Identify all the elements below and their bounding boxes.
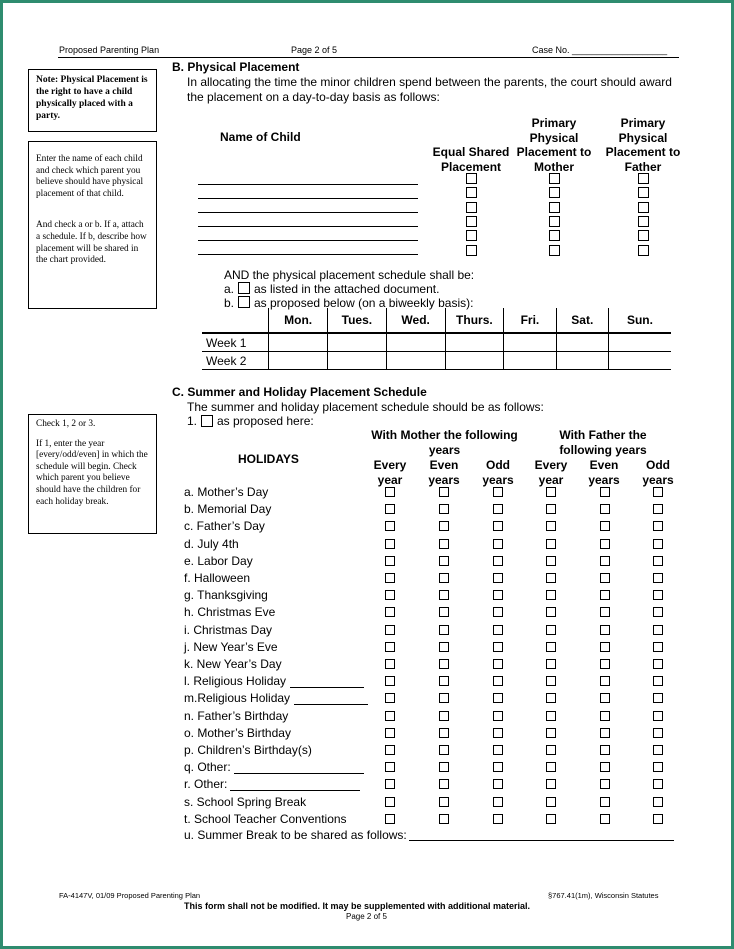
holiday-row-label: [184, 777, 360, 791]
holiday-year-checkbox[interactable]: [546, 573, 556, 583]
header-case-number: Case No. ___________________: [532, 45, 668, 55]
holiday-year-checkbox[interactable]: [493, 762, 503, 772]
holiday-year-checkbox[interactable]: [546, 745, 556, 755]
equal-shared-checkbox[interactable]: [466, 173, 477, 184]
col-equal-shared: Equal Shared Placement: [432, 145, 510, 174]
holiday-year-checkbox[interactable]: [439, 573, 449, 583]
holiday-row-label: [184, 485, 268, 499]
footer-notice: This form shall not be modified. It may be supplemented with additional material.: [184, 901, 531, 911]
holiday-year-checkbox[interactable]: [600, 487, 610, 497]
holiday-year-checkbox[interactable]: [546, 762, 556, 772]
schedule-cell[interactable]: [328, 352, 387, 370]
holiday-year-checkbox[interactable]: [493, 607, 503, 617]
equal-shared-checkbox[interactable]: [466, 187, 477, 198]
holiday-year-checkbox[interactable]: [600, 659, 610, 669]
holiday-year-checkbox[interactable]: [493, 711, 503, 721]
holiday-year-checkbox[interactable]: [439, 693, 449, 703]
holiday-year-checkbox[interactable]: [493, 573, 503, 583]
holiday-year-checkbox[interactable]: [546, 590, 556, 600]
holiday-row-label: [184, 588, 268, 602]
holiday-year-checkbox[interactable]: [439, 797, 449, 807]
holiday-year-checkbox[interactable]: [600, 797, 610, 807]
holiday-row-label: [184, 760, 364, 774]
holiday-year-checkbox[interactable]: [439, 642, 449, 652]
holiday-year-checkbox[interactable]: [439, 504, 449, 514]
option-1-number: 1.: [187, 414, 198, 428]
holiday-year-checkbox[interactable]: [653, 556, 663, 566]
col-primary-father: Primary Physical Placement to Father: [605, 116, 681, 174]
footer-page-number: Page 2 of 5: [346, 912, 387, 921]
holiday-year-checkbox[interactable]: [600, 504, 610, 514]
sub-odd-years-mother: Odd years: [482, 458, 514, 487]
footer-statute: §767.41(1m), Wisconsin Statutes: [548, 891, 659, 900]
holiday-year-checkbox[interactable]: [546, 487, 556, 497]
holiday-year-checkbox[interactable]: [600, 590, 610, 600]
note-physical-placement-text: Note: Physical Placement is the right to have a child physically placed with a party.: [36, 75, 148, 121]
holiday-year-checkbox[interactable]: [385, 625, 395, 635]
holiday-year-checkbox[interactable]: [600, 762, 610, 772]
child-name-line[interactable]: [198, 226, 418, 227]
holiday-year-checkbox[interactable]: [439, 728, 449, 738]
holiday-year-checkbox[interactable]: [546, 607, 556, 617]
holiday-name: d. July 4th: [184, 536, 239, 551]
equal-shared-checkbox[interactable]: [466, 216, 477, 227]
holiday-year-checkbox[interactable]: [653, 693, 663, 703]
holiday-year-checkbox[interactable]: [385, 556, 395, 566]
holiday-row-label: [184, 691, 368, 705]
day-header: Wed.: [386, 308, 445, 333]
father-placement-checkbox[interactable]: [638, 245, 649, 256]
holiday-name: p. Children’s Birthday(s): [184, 743, 312, 757]
holiday-year-checkbox[interactable]: [439, 487, 449, 497]
holiday-year-checkbox[interactable]: [653, 521, 663, 531]
holiday-year-checkbox[interactable]: [493, 521, 503, 531]
holiday-fill-line[interactable]: [230, 779, 360, 791]
holiday-year-checkbox[interactable]: [385, 745, 395, 755]
holiday-row-label: [184, 605, 275, 619]
holiday-name: t. School Teacher Conventions: [184, 811, 347, 826]
schedule-cell[interactable]: [556, 352, 608, 370]
day-header: Sat.: [556, 308, 608, 333]
holiday-year-checkbox[interactable]: [600, 625, 610, 635]
holiday-year-checkbox[interactable]: [493, 539, 503, 549]
holiday-year-checkbox[interactable]: [385, 642, 395, 652]
holiday-year-checkbox[interactable]: [546, 659, 556, 669]
holiday-name: e. Labor Day: [184, 553, 253, 568]
option-a-checkbox[interactable]: [238, 282, 250, 294]
holiday-year-checkbox[interactable]: [439, 521, 449, 531]
holiday-year-checkbox[interactable]: [439, 659, 449, 669]
holiday-year-checkbox[interactable]: [546, 556, 556, 566]
holiday-row-label: [184, 537, 239, 551]
col-primary-mother: Primary Physical Placement to Mother: [516, 116, 592, 174]
holiday-year-checkbox[interactable]: [439, 590, 449, 600]
option-b-label: as proposed below (on a biweekly basis):: [254, 296, 474, 310]
biweekly-schedule-table: [202, 308, 671, 370]
schedule-cell[interactable]: [504, 333, 556, 352]
mother-placement-checkbox[interactable]: [549, 187, 560, 198]
holiday-row-label: [184, 519, 265, 533]
option-a-letter: a.: [224, 282, 235, 296]
holiday-year-checkbox[interactable]: [546, 625, 556, 635]
holiday-year-checkbox[interactable]: [600, 607, 610, 617]
holiday-year-checkbox[interactable]: [546, 711, 556, 721]
note-check-a-or-b-text: And check a or b. If a, attach a schedule. If b, describe how placement will be shared in the chart provided.: [36, 220, 147, 266]
holiday-year-checkbox[interactable]: [546, 728, 556, 738]
sub-every-year-mother: Every year: [373, 458, 407, 487]
holiday-year-checkbox[interactable]: [385, 693, 395, 703]
holiday-year-checkbox[interactable]: [600, 676, 610, 686]
sub-every-year-father: Every year: [534, 458, 568, 487]
schedule-cell[interactable]: [269, 352, 328, 370]
table-corner: [202, 308, 269, 333]
schedule-cell[interactable]: [269, 333, 328, 352]
holiday-year-checkbox[interactable]: [653, 539, 663, 549]
holiday-name: i. Christmas Day: [184, 622, 273, 637]
holiday-year-checkbox[interactable]: [600, 693, 610, 703]
holiday-row-label: [184, 795, 306, 809]
holiday-year-checkbox[interactable]: [493, 504, 503, 514]
section-c-title: C. Summer and Holiday Placement Schedule: [172, 385, 427, 399]
summer-break-line[interactable]: [409, 840, 674, 841]
holiday-year-checkbox[interactable]: [546, 521, 556, 531]
col-name-of-child: Name of Child: [220, 130, 301, 144]
schedule-intro: AND the physical placement schedule shall be:: [224, 268, 475, 282]
holiday-year-checkbox[interactable]: [600, 642, 610, 652]
holiday-year-checkbox[interactable]: [600, 573, 610, 583]
mother-placement-checkbox[interactable]: [549, 230, 560, 241]
holiday-fill-line[interactable]: [294, 693, 368, 705]
section-b-title: B. Physical Placement: [172, 60, 300, 74]
holiday-year-checkbox[interactable]: [385, 711, 395, 721]
note-physical-placement: [28, 69, 157, 132]
note-year-instructions-text: If 1, enter the year [every/odd/even] in which the schedule will begin. Check which parent you believe should have the children for each holiday break.: [36, 438, 148, 507]
holiday-year-checkbox[interactable]: [439, 539, 449, 549]
day-header: Fri.: [504, 308, 556, 333]
holiday-year-checkbox[interactable]: [385, 728, 395, 738]
holiday-year-checkbox[interactable]: [439, 711, 449, 721]
footer-form-id: FA-4147V, 01/09 Proposed Parenting Plan: [59, 891, 201, 900]
holiday-year-checkbox[interactable]: [439, 779, 449, 789]
holidays-header: HOLIDAYS: [238, 452, 299, 466]
holiday-row-label: [184, 743, 312, 757]
child-name-line[interactable]: [198, 184, 418, 185]
equal-shared-checkbox[interactable]: [466, 230, 477, 241]
holiday-year-checkbox[interactable]: [493, 487, 503, 497]
father-placement-checkbox[interactable]: [638, 202, 649, 213]
equal-shared-checkbox[interactable]: [466, 202, 477, 213]
day-header: Thurs.: [445, 308, 504, 333]
holiday-row-label: [184, 554, 253, 568]
equal-shared-checkbox[interactable]: [466, 245, 477, 256]
holiday-year-checkbox[interactable]: [493, 642, 503, 652]
section-c-intro: The summer and holiday placement schedule should be as follows:: [187, 400, 544, 414]
holiday-year-checkbox[interactable]: [385, 779, 395, 789]
holiday-row-label: [184, 640, 278, 654]
holiday-year-checkbox[interactable]: [385, 590, 395, 600]
holiday-year-checkbox[interactable]: [546, 693, 556, 703]
child-name-line[interactable]: [198, 240, 418, 241]
schedule-cell[interactable]: [608, 352, 671, 370]
holiday-year-checkbox[interactable]: [653, 487, 663, 497]
holiday-year-checkbox[interactable]: [493, 745, 503, 755]
header-form-title: Proposed Parenting Plan: [59, 45, 160, 55]
father-placement-checkbox[interactable]: [638, 230, 649, 241]
holiday-name: m.Religious Holiday: [184, 691, 291, 706]
holiday-year-checkbox[interactable]: [439, 625, 449, 635]
holiday-year-checkbox[interactable]: [600, 556, 610, 566]
mother-placement-checkbox[interactable]: [549, 216, 560, 227]
summer-break-label: u. Summer Break to be shared as follows:: [184, 828, 407, 842]
holiday-year-checkbox[interactable]: [546, 642, 556, 652]
holiday-row-label: [184, 812, 347, 826]
holiday-year-checkbox[interactable]: [439, 745, 449, 755]
holiday-year-checkbox[interactable]: [439, 607, 449, 617]
holiday-name: q. Other:: [184, 760, 231, 775]
form-page: [3, 3, 731, 946]
holiday-year-checkbox[interactable]: [653, 711, 663, 721]
holiday-year-checkbox[interactable]: [493, 797, 503, 807]
holiday-year-checkbox[interactable]: [600, 539, 610, 549]
holiday-year-checkbox[interactable]: [439, 676, 449, 686]
holiday-year-checkbox[interactable]: [493, 779, 503, 789]
holiday-year-checkbox[interactable]: [385, 814, 395, 824]
schedule-cell[interactable]: [556, 333, 608, 352]
sub-even-years-father: Even years: [588, 458, 620, 487]
holiday-year-checkbox[interactable]: [493, 659, 503, 669]
child-name-line[interactable]: [198, 212, 418, 213]
holiday-year-checkbox[interactable]: [493, 693, 503, 703]
schedule-cell[interactable]: [386, 333, 445, 352]
holiday-row-label: [184, 657, 282, 671]
day-header: Mon.: [269, 308, 328, 333]
mother-placement-checkbox[interactable]: [549, 202, 560, 213]
holiday-year-checkbox[interactable]: [493, 676, 503, 686]
holiday-year-checkbox[interactable]: [385, 504, 395, 514]
holiday-name: s. School Spring Break: [184, 794, 307, 809]
holiday-year-checkbox[interactable]: [546, 676, 556, 686]
option-a-label: as listed in the attached document.: [254, 282, 440, 296]
holiday-year-checkbox[interactable]: [385, 797, 395, 807]
schedule-cell[interactable]: [504, 352, 556, 370]
sub-odd-years-father: Odd years: [642, 458, 674, 487]
holiday-year-checkbox[interactable]: [653, 573, 663, 583]
father-placement-checkbox[interactable]: [638, 216, 649, 227]
holiday-year-checkbox[interactable]: [385, 573, 395, 583]
holiday-year-checkbox[interactable]: [600, 728, 610, 738]
schedule-cell[interactable]: [386, 352, 445, 370]
option-1-label: as proposed here:: [217, 414, 314, 428]
holiday-year-checkbox[interactable]: [493, 728, 503, 738]
holiday-year-checkbox[interactable]: [600, 711, 610, 721]
header-rule: [58, 57, 679, 58]
holiday-name: r. Other:: [184, 777, 228, 792]
holiday-year-checkbox[interactable]: [493, 625, 503, 635]
holiday-name: b. Memorial Day: [184, 502, 272, 517]
holiday-year-checkbox[interactable]: [600, 779, 610, 789]
holiday-name: l. Religious Holiday: [184, 674, 287, 689]
holiday-name: j. New Year’s Eve: [184, 639, 278, 654]
holiday-name: f. Halloween: [184, 571, 251, 585]
header-page-number: Page 2 of 5: [291, 45, 338, 55]
holiday-name: o. Mother’s Birthday: [184, 725, 291, 740]
holiday-year-checkbox[interactable]: [385, 676, 395, 686]
holiday-year-checkbox[interactable]: [493, 814, 503, 824]
section-b-intro-line2: the placement on a day-to-day basis as follows:: [187, 90, 440, 104]
holiday-year-checkbox[interactable]: [653, 504, 663, 514]
holiday-year-checkbox[interactable]: [546, 797, 556, 807]
holiday-year-checkbox[interactable]: [653, 814, 663, 824]
holiday-year-checkbox[interactable]: [439, 762, 449, 772]
sub-even-years-mother: Even years: [428, 458, 460, 487]
option-b-letter: b.: [224, 296, 235, 310]
holiday-name: g. Thanksgiving: [184, 588, 268, 603]
day-header: Sun.: [608, 308, 671, 333]
holiday-year-checkbox[interactable]: [385, 487, 395, 497]
holiday-year-checkbox[interactable]: [385, 607, 395, 617]
holiday-year-checkbox[interactable]: [653, 607, 663, 617]
holiday-name: k. New Year’s Day: [184, 657, 282, 671]
note-check-options-text: Check 1, 2 or 3.: [36, 419, 96, 429]
holiday-row-label: [184, 726, 291, 740]
mother-placement-checkbox[interactable]: [549, 173, 560, 184]
holiday-year-checkbox[interactable]: [546, 814, 556, 824]
day-header: Tues.: [328, 308, 387, 333]
holiday-name: n. Father’s Birthday: [184, 708, 289, 723]
option-b-checkbox[interactable]: [238, 296, 250, 308]
week-label: Week 2: [202, 352, 269, 370]
holiday-year-checkbox[interactable]: [600, 521, 610, 531]
holiday-year-checkbox[interactable]: [653, 745, 663, 755]
holiday-row-label: [184, 623, 272, 637]
holiday-year-checkbox[interactable]: [600, 745, 610, 755]
holiday-name: a. Mother’s Day: [184, 485, 269, 499]
holiday-year-checkbox[interactable]: [385, 539, 395, 549]
father-years-header: With Father the following years: [559, 428, 647, 457]
father-placement-checkbox[interactable]: [638, 173, 649, 184]
mother-years-header: With Mother the following years: [371, 428, 518, 457]
holiday-year-checkbox[interactable]: [493, 556, 503, 566]
holiday-year-checkbox[interactable]: [653, 762, 663, 772]
note-holiday-instructions: [28, 414, 157, 534]
holiday-year-checkbox[interactable]: [546, 779, 556, 789]
father-placement-checkbox[interactable]: [638, 187, 649, 198]
holiday-year-checkbox[interactable]: [385, 762, 395, 772]
holiday-year-checkbox[interactable]: [493, 590, 503, 600]
holiday-year-checkbox[interactable]: [653, 642, 663, 652]
holiday-year-checkbox[interactable]: [600, 814, 610, 824]
holiday-year-checkbox[interactable]: [439, 556, 449, 566]
note-enter-children-text: Enter the name of each child and check which parent you believe should have physical placement of that child.: [36, 154, 144, 199]
week-label: Week 1: [202, 333, 269, 352]
mother-placement-checkbox[interactable]: [549, 245, 560, 256]
child-name-line[interactable]: [198, 198, 418, 199]
holiday-year-checkbox[interactable]: [653, 779, 663, 789]
holiday-row-label: [184, 674, 364, 688]
holiday-year-checkbox[interactable]: [653, 590, 663, 600]
holiday-row-label: [184, 709, 288, 723]
holiday-year-checkbox[interactable]: [653, 659, 663, 669]
schedule-cell[interactable]: [608, 333, 671, 352]
section-b-intro-line1: In allocating the time the minor children spend between the parents, the court should award: [187, 75, 672, 89]
holiday-row-label: [184, 571, 250, 585]
holiday-year-checkbox[interactable]: [546, 504, 556, 514]
holiday-name: h. Christmas Eve: [184, 605, 276, 620]
holiday-fill-line[interactable]: [290, 676, 364, 688]
holiday-name: c. Father’s Day: [184, 519, 265, 534]
schedule-cell[interactable]: [445, 352, 504, 370]
holiday-row-label: [184, 502, 271, 516]
holiday-fill-line[interactable]: [234, 762, 364, 774]
holiday-year-checkbox[interactable]: [385, 659, 395, 669]
child-name-line[interactable]: [198, 254, 418, 255]
holiday-year-checkbox[interactable]: [439, 814, 449, 824]
option-1-checkbox[interactable]: [201, 415, 213, 427]
holiday-year-checkbox[interactable]: [385, 521, 395, 531]
schedule-cell[interactable]: [445, 333, 504, 352]
holiday-year-checkbox[interactable]: [653, 676, 663, 686]
holiday-year-checkbox[interactable]: [653, 625, 663, 635]
holiday-year-checkbox[interactable]: [653, 797, 663, 807]
schedule-cell[interactable]: [328, 333, 387, 352]
holiday-year-checkbox[interactable]: [653, 728, 663, 738]
note-enter-children: [28, 141, 157, 309]
holiday-year-checkbox[interactable]: [546, 539, 556, 549]
